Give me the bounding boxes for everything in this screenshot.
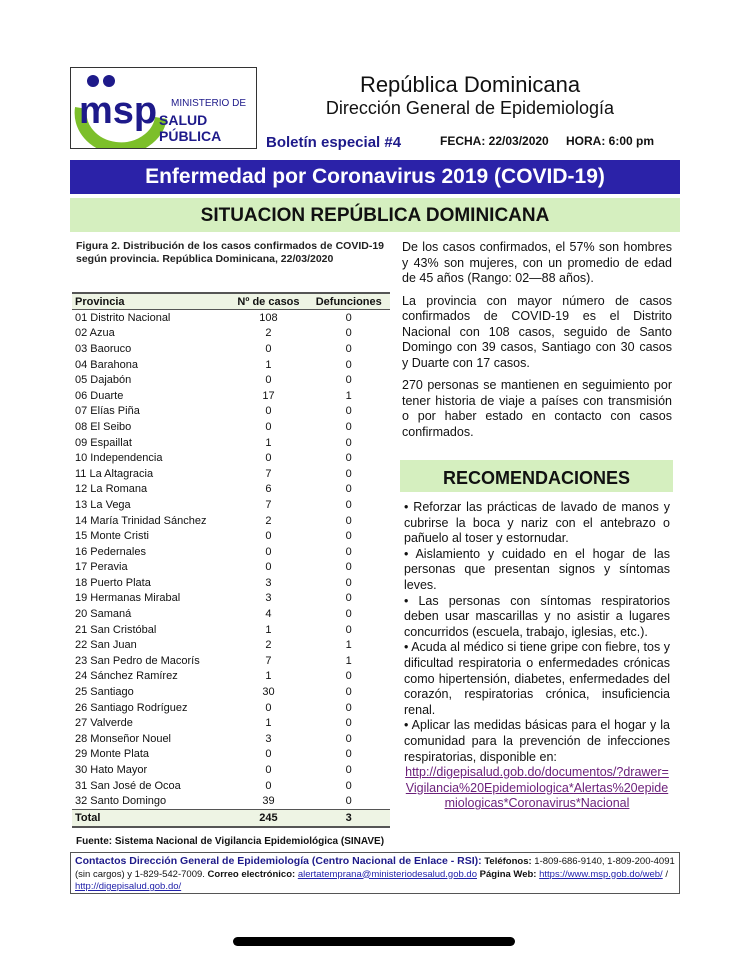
cases-cell: 108 bbox=[259, 311, 278, 324]
province-cell: 15 Monte Cristi bbox=[75, 530, 149, 543]
table-row bbox=[72, 575, 390, 591]
table-row bbox=[72, 591, 390, 607]
web-label: Página Web: bbox=[479, 868, 537, 880]
cases-cell: 1 bbox=[265, 623, 272, 636]
province-cell: 10 Independencia bbox=[75, 452, 163, 465]
deaths-cell: 0 bbox=[345, 592, 352, 605]
deaths-cell: 0 bbox=[345, 452, 352, 465]
province-cell: 07 Elías Piña bbox=[75, 405, 140, 418]
deaths-cell: 0 bbox=[345, 436, 352, 449]
deaths-cell: 0 bbox=[345, 795, 352, 808]
deaths-cell: 0 bbox=[345, 545, 352, 558]
deaths-cell: 0 bbox=[345, 514, 352, 527]
cases-cell: 39 bbox=[262, 795, 275, 808]
province-cell: 05 Dajabón bbox=[75, 374, 132, 387]
table-row bbox=[72, 544, 390, 560]
col-defunciones: Defunciones bbox=[307, 293, 390, 310]
documents-link[interactable]: http://digepisalud.gob.do/documentos/?drawer=Vigilancia%20Epidemiologica*Alertas%20epidemiologicas*Coronavirus*Nacional bbox=[405, 765, 669, 811]
province-cell: 20 Samaná bbox=[75, 608, 132, 621]
cases-cell: 0 bbox=[265, 452, 272, 465]
contact-box bbox=[70, 852, 680, 894]
cases-cell: 17 bbox=[262, 389, 275, 402]
email-link[interactable]: alertatemprana@ministeriodesalud.gob.do bbox=[297, 868, 477, 880]
deaths-cell: 1 bbox=[345, 639, 352, 652]
table-row bbox=[72, 700, 390, 716]
table-row bbox=[72, 560, 390, 576]
table-row bbox=[72, 778, 390, 794]
web-link-msp[interactable]: https://www.msp.gob.do/web/ bbox=[539, 868, 663, 880]
page-subtitle: Dirección General de Epidemiología bbox=[325, 98, 615, 118]
deaths-cell: 0 bbox=[345, 717, 352, 730]
cases-cell: 30 bbox=[262, 686, 275, 699]
cases-cell: 0 bbox=[265, 405, 272, 418]
province-cell: 12 La Romana bbox=[75, 483, 148, 496]
table-row bbox=[72, 606, 390, 622]
cases-cell: 1 bbox=[265, 670, 272, 683]
paragraph: La provincia con mayor número de casos confirmados de COVID-19 es el Distrito Nacional con 108 casos, seguido de Santo Domingo con 39 casos, Santiago con 30 casos y Duarte con 17 casos. bbox=[402, 293, 672, 370]
table-row bbox=[72, 435, 390, 451]
cases-cell: 0 bbox=[265, 342, 272, 355]
deaths-cell: 0 bbox=[345, 732, 352, 745]
table-row bbox=[72, 653, 390, 669]
deaths-cell: 0 bbox=[345, 530, 352, 543]
msp-logo bbox=[70, 67, 257, 149]
recommendations-list bbox=[404, 500, 670, 812]
deaths-cell: 0 bbox=[345, 764, 352, 777]
contact-heading: Contactos Dirección General de Epidemiología (Centro Nacional de Enlace - RSI): bbox=[75, 855, 482, 867]
total-deaths-cell: 3 bbox=[307, 810, 390, 827]
province-cell: 16 Pedernales bbox=[75, 545, 146, 558]
table-row bbox=[72, 482, 390, 498]
recommendation-item: • Acuda al médico si tiene gripe con fiebre, tos y dificultad respiratoria o enfermedades crónicas como hipertensión, diabetes, enfermedades del corazón, respiratorias crónica, insuficiencia renal. bbox=[404, 640, 670, 717]
province-cell: 25 Santiago bbox=[75, 686, 134, 699]
deaths-cell: 0 bbox=[345, 374, 352, 387]
source-note: Fuente: Sistema Nacional de Vigilancia Epidemiológica (SINAVE) bbox=[76, 836, 385, 847]
cases-cell: 0 bbox=[265, 374, 272, 387]
province-cell: 30 Hato Mayor bbox=[75, 764, 148, 777]
province-cell: 23 San Pedro de Macorís bbox=[75, 654, 200, 667]
separator: / bbox=[665, 868, 668, 880]
cases-cell: 7 bbox=[265, 654, 272, 667]
table-row bbox=[72, 388, 390, 404]
logo-line2: SALUD PÚBLICA bbox=[159, 112, 222, 144]
cases-cell: 0 bbox=[265, 420, 272, 433]
recommendation-item: • Reforzar las prácticas de lavado de manos y cubrirse la boca y nariz con el antebrazo o pañuelo al toser y estornudar. bbox=[404, 500, 670, 546]
deaths-cell: 0 bbox=[345, 686, 352, 699]
cases-cell: 7 bbox=[265, 467, 272, 480]
table-row bbox=[72, 419, 390, 435]
province-cell: 01 Distrito Nacional bbox=[75, 311, 171, 324]
table-row bbox=[72, 622, 390, 638]
paragraph: 270 personas se mantienen en seguimiento por tener historia de viaje a países con transmisión o por haber estado en contacto con casos confirmados. bbox=[402, 378, 672, 439]
deaths-cell: 0 bbox=[345, 498, 352, 511]
total-province-cell: Total bbox=[72, 810, 229, 827]
cases-cell: 1 bbox=[265, 717, 272, 730]
cases-cell: 0 bbox=[265, 701, 272, 714]
table-row bbox=[72, 715, 390, 731]
province-cell: 19 Hermanas Mirabal bbox=[75, 592, 181, 605]
province-cell: 28 Monseñor Nouel bbox=[75, 732, 172, 745]
table-row bbox=[72, 762, 390, 778]
page-title: República Dominicana bbox=[359, 72, 581, 97]
recommendations-heading: RECOMENDACIONES bbox=[400, 460, 673, 492]
cases-cell: 2 bbox=[265, 639, 272, 652]
deaths-cell: 0 bbox=[345, 670, 352, 683]
banner: Enfermedad por Coronavirus 2019 (COVID-19) bbox=[70, 160, 680, 194]
deaths-cell: 0 bbox=[345, 420, 352, 433]
col-provincia: Provincia bbox=[72, 293, 229, 310]
cases-cell: 3 bbox=[265, 592, 272, 605]
cases-cell: 0 bbox=[265, 545, 272, 558]
summary-text bbox=[402, 240, 672, 447]
table-row bbox=[72, 310, 390, 326]
deaths-cell: 0 bbox=[345, 467, 352, 480]
cases-cell: 6 bbox=[265, 483, 272, 496]
province-cell: 26 Santiago Rodríguez bbox=[75, 701, 188, 714]
cases-cell: 2 bbox=[265, 514, 272, 527]
table-row bbox=[72, 731, 390, 747]
deaths-cell: 0 bbox=[345, 358, 352, 371]
province-cell: 22 San Juan bbox=[75, 639, 137, 652]
deaths-cell: 0 bbox=[345, 405, 352, 418]
col-casos: Nº de casos bbox=[229, 293, 307, 310]
table-row bbox=[72, 669, 390, 685]
deaths-cell: 0 bbox=[345, 327, 352, 340]
section-heading: SITUACION REPÚBLICA DOMINICANA bbox=[70, 198, 680, 232]
deaths-cell: 0 bbox=[345, 701, 352, 714]
cases-cell: 0 bbox=[265, 561, 272, 574]
table-row bbox=[72, 466, 390, 482]
table-row bbox=[72, 357, 390, 373]
table-row bbox=[72, 372, 390, 388]
province-cell: 27 Valverde bbox=[75, 717, 133, 730]
table-row bbox=[72, 450, 390, 466]
table-row bbox=[72, 684, 390, 700]
province-cell: 17 Peravia bbox=[75, 561, 128, 574]
province-cell: 11 La Altagracia bbox=[75, 467, 154, 480]
recommendation-item: • Las personas con síntomas respiratorios deben usar mascarillas y no asistir a lugares concurridos (escuela, trabajo, iglesias, etc.). bbox=[404, 593, 670, 639]
cases-cell: 3 bbox=[265, 732, 272, 745]
cases-cell: 0 bbox=[265, 779, 272, 792]
cases-cell: 0 bbox=[265, 748, 272, 761]
svg-text:msp: msp bbox=[79, 90, 158, 132]
total-row bbox=[72, 810, 390, 827]
province-cell: 08 El Seibo bbox=[75, 420, 132, 433]
province-cell: 04 Barahona bbox=[75, 358, 138, 371]
cases-table bbox=[72, 292, 390, 828]
province-cell: 21 San Cristóbal bbox=[75, 623, 157, 636]
province-cell: 31 San José de Ocoa bbox=[75, 779, 181, 792]
table-row bbox=[72, 404, 390, 420]
deaths-cell: 0 bbox=[345, 623, 352, 636]
table-row bbox=[72, 637, 390, 653]
province-cell: 32 Santo Domingo bbox=[75, 795, 167, 808]
deaths-cell: 0 bbox=[345, 748, 352, 761]
paragraph: De los casos confirmados, el 57% son hombres y 43% son mujeres, con un promedio de edad de 45 años (Rango: 02—88 años). bbox=[402, 240, 672, 285]
recommendation-item: • Aplicar las medidas básicas para el hogar y la comunidad para la prevención de infecciones respiratorias, disponible en: bbox=[404, 718, 670, 764]
home-indicator[interactable] bbox=[233, 937, 515, 946]
table-row bbox=[72, 528, 390, 544]
deaths-cell: 0 bbox=[345, 311, 352, 324]
cases-cell: 3 bbox=[265, 576, 272, 589]
deaths-cell: 0 bbox=[345, 483, 352, 496]
total-cases-cell: 245 bbox=[229, 810, 307, 827]
time: HORA: 6:00 pm bbox=[566, 134, 655, 148]
province-cell: 18 Puerto Plata bbox=[75, 576, 151, 589]
phones-label: Teléfonos: bbox=[484, 856, 532, 867]
table-row bbox=[72, 513, 390, 529]
recommendation-item: • Aislamiento y cuidado en el hogar de las personas que presentan signos y síntomas leves. bbox=[404, 546, 670, 592]
web-link-digepi[interactable]: http://digepisalud.gob.do/ bbox=[75, 881, 182, 892]
phones: 1-809-686-9140, 1-809-200-4091 (sin cargos) y 1-829-542-7009. bbox=[75, 856, 675, 880]
deaths-cell: 0 bbox=[345, 779, 352, 792]
table-row bbox=[72, 326, 390, 342]
province-cell: 29 Monte Plata bbox=[75, 748, 149, 761]
province-cell: 09 Espaillat bbox=[75, 436, 132, 449]
table-row bbox=[72, 341, 390, 357]
figure-caption: Figura 2. Distribución de los casos confirmados de COVID-19 según provincia. República Dominicana, 22/03/2020 bbox=[76, 240, 384, 265]
province-cell: 24 Sánchez Ramírez bbox=[75, 670, 178, 683]
province-cell: 14 María Trinidad Sánchez bbox=[75, 514, 207, 527]
province-cell: 06 Duarte bbox=[75, 389, 124, 402]
bulletin-number: Boletín especial #4 bbox=[266, 134, 402, 151]
cases-cell: 0 bbox=[265, 530, 272, 543]
table-row bbox=[72, 793, 390, 809]
table-row bbox=[72, 747, 390, 763]
cases-cell: 1 bbox=[265, 436, 272, 449]
date: FECHA: 22/03/2020 bbox=[440, 134, 549, 148]
table-header bbox=[72, 293, 390, 310]
deaths-cell: 0 bbox=[345, 342, 352, 355]
cases-cell: 1 bbox=[265, 358, 272, 371]
deaths-cell: 0 bbox=[345, 576, 352, 589]
cases-cell: 7 bbox=[265, 498, 272, 511]
deaths-cell: 0 bbox=[345, 608, 352, 621]
province-cell: 02 Azua bbox=[75, 327, 115, 340]
cases-cell: 0 bbox=[265, 764, 272, 777]
deaths-cell: 1 bbox=[345, 654, 352, 667]
province-cell: 03 Baoruco bbox=[75, 342, 132, 355]
email-label: Correo electrónico: bbox=[207, 868, 296, 880]
province-cell: 13 La Vega bbox=[75, 498, 131, 511]
table-row bbox=[72, 497, 390, 513]
cases-cell: 2 bbox=[265, 327, 272, 340]
logo-line1: MINISTERIO DE bbox=[171, 98, 247, 109]
deaths-cell: 1 bbox=[345, 389, 352, 402]
deaths-cell: 0 bbox=[345, 561, 352, 574]
cases-cell: 4 bbox=[265, 608, 272, 621]
